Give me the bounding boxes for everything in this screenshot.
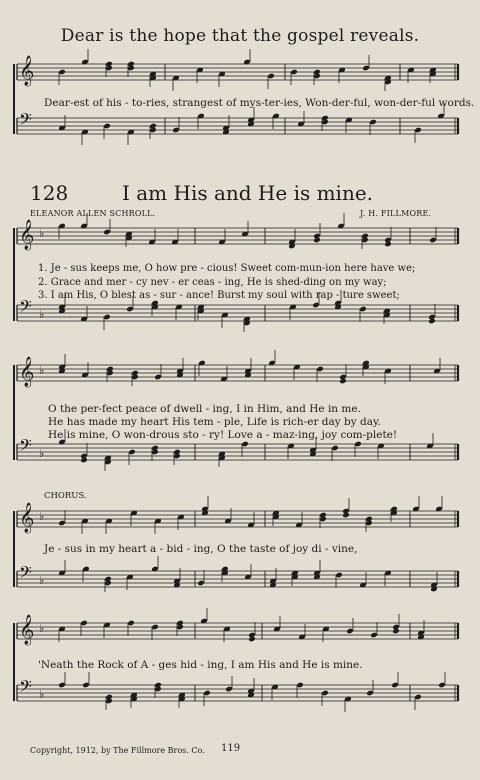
key-flat: ♭ (39, 510, 45, 523)
verse1-line2: O the per-fect peace of dwell - ing, I in Him, and He in me. (48, 403, 361, 415)
key-flat: ♭ (39, 574, 45, 587)
chorus-label: CHORUS. (44, 491, 87, 501)
chorus-line2: 'Neath the Rock of A - ges hid - ing, I am His and He is mine. (38, 659, 363, 671)
note-head (342, 512, 350, 519)
clef: 𝄢 (19, 109, 32, 133)
verse2-line2: He has made my heart His tem - ple, Life is rich-er day by day. (48, 416, 381, 428)
verse3-line2: He is mine, O won-drous sto - ry! Love a - maz-ing, joy com-plete! (48, 429, 398, 441)
key-flat: ♭ (39, 364, 45, 377)
verse2-line1: 2. Grace and mer - cy nev - er ceas - ing, He is shed-ding on my way; (38, 277, 387, 288)
clef: 𝄢 (19, 435, 32, 459)
top-lyric-line: Dear-est of his - to-ries, strangest of mys-ter-ies, Won-der-ful, won-der-ful words. (44, 97, 475, 109)
key-flat: ♭ (39, 447, 45, 460)
composer-credit: J. H. FILLMORE. (360, 209, 432, 218)
clef: 𝄞 (19, 503, 35, 533)
note-head (384, 241, 392, 248)
key-flat: ♭ (39, 688, 45, 701)
page-number: 119 (221, 743, 241, 754)
copyright: Copyright, 1912, by The Fillmore Bros. Co. (30, 746, 205, 755)
hymn-number: 128 (30, 181, 69, 205)
verse1-line1: 1. Je - sus keeps me, O how pre - cious! Sweet com-mun-ion here have we; (38, 263, 416, 274)
clef: 𝄢 (19, 676, 32, 700)
note-head (248, 636, 256, 643)
note-head (392, 628, 400, 635)
verse3-line1: 3. I am His, O blest as - sur - ance! Burst my soul with rap - ture sweet; (38, 290, 400, 301)
key-flat: ♭ (39, 308, 45, 321)
note-head (80, 457, 88, 464)
hymn-title: I am His and He is mine. (122, 181, 374, 205)
note-head (428, 318, 436, 325)
key-flat: ♭ (39, 622, 45, 635)
chorus-line1: Je - sus in my heart a - bid - ing, O the taste of joy di - vine, (44, 543, 358, 555)
clef: 𝄞 (19, 56, 35, 86)
clef: 𝄢 (19, 296, 32, 320)
author-credit: ELEANOR ALLEN SCHROLL. (30, 209, 156, 218)
clef: 𝄞 (19, 615, 35, 645)
note-head (313, 237, 321, 244)
clef: 𝄢 (19, 562, 32, 586)
clef: 𝄞 (19, 357, 35, 387)
top-title: Dear is the hope that the gospel reveals. (60, 26, 420, 46)
note-head (339, 378, 347, 385)
clef: 𝄞 (19, 220, 35, 250)
key-flat: ♭ (39, 227, 45, 240)
